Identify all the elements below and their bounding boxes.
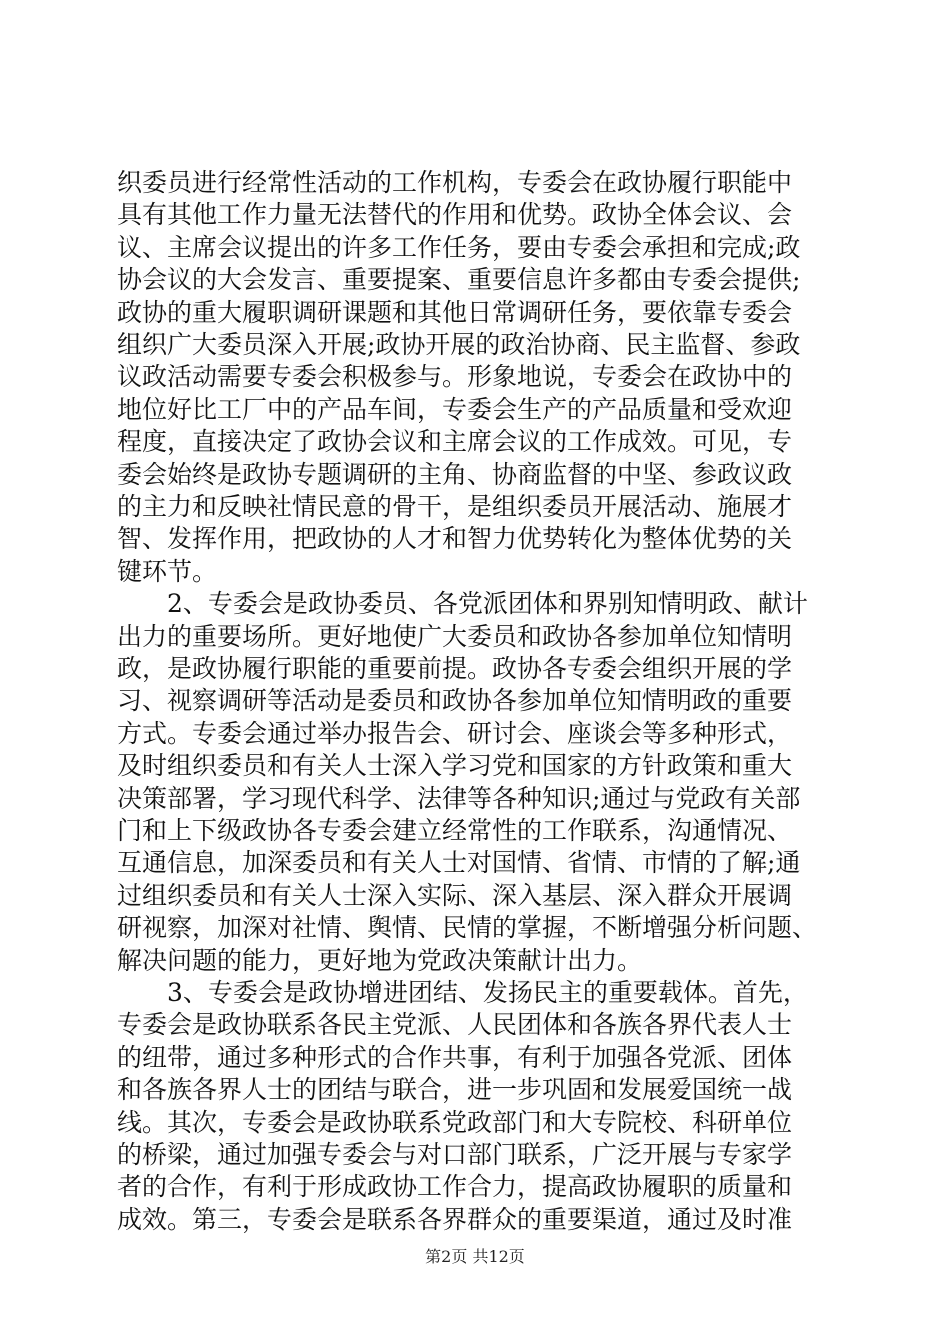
text-line: 2、专委会是政协委员、各党派团体和界别知情明政、献计 xyxy=(117,589,808,619)
text-line: 门和上下级政协各专委会建立经常性的工作联系，沟通情况、 xyxy=(117,816,793,845)
text-line: 组织广大委员深入开展;政协开展的政治协商、民主监督、参政 xyxy=(117,330,801,359)
text-line: 及时组织委员和有关人士深入学习党和国家的方针政策和重大 xyxy=(117,751,793,781)
text-line: 的纽带，通过多种形式的合作共事，有利于加强各党派、团体 xyxy=(117,1042,793,1072)
text-line: 研视察，加深对社情、舆情、民情的掌握，不断增强分析问题、 xyxy=(117,913,818,943)
text-line: 地位好比工厂中的产品车间，专委会生产的产品质量和受欢迎 xyxy=(117,394,793,424)
text-line: 政，是政协履行职能的重要前提。政协各专委会组织开展的学 xyxy=(117,654,793,683)
text-line: 的桥梁，通过加强专委会与对口部门联系，广泛开展与专家学 xyxy=(117,1140,793,1169)
text-line: 协会议的大会发言、重要提案、重要信息许多都由专委会提供; xyxy=(117,265,801,295)
text-line: 键环节。 xyxy=(117,556,218,586)
text-line: 的主力和反映社情民意的骨干，是组织委员开展活动、施展才 xyxy=(117,492,793,521)
text-line: 智、发挥作用，把政协的人才和智力优势转化为整体优势的关 xyxy=(117,524,793,554)
text-line: 委会始终是政协专题调研的主角、协商监督的中坚、参政议政 xyxy=(117,459,793,489)
text-line: 决策部署，学习现代科学、法律等各种知识;通过与党政有关部 xyxy=(117,783,801,813)
text-line: 出力的重要场所。更好地使广大委员和政协各参加单位知情明 xyxy=(117,621,793,651)
text-line: 具有其他工作力量无法替代的作用和优势。政协全体会议、会 xyxy=(117,200,793,230)
text-line: 政协的重大履职调研课题和其他日常调研任务，要依靠专委会 xyxy=(117,297,793,327)
text-line: 程度，直接决定了政协会议和主席会议的工作成效。可见，专 xyxy=(117,427,793,457)
text-line: 者的合作，有利于形成政协工作合力，提高政协履职的质量和 xyxy=(117,1172,793,1202)
text-line: 成效。第三，专委会是联系各界群众的重要渠道，通过及时准 xyxy=(117,1204,793,1234)
text-line: 3、专委会是政协增进团结、发扬民主的重要载体。首先， xyxy=(117,978,808,1007)
text-line: 方式。专委会通过举办报告会、研讨会、座谈会等多种形式， xyxy=(117,718,793,748)
text-line: 解决问题的能力，更好地为党政决策献计出力。 xyxy=(117,945,643,975)
page-footer: 第2页 共12页 xyxy=(425,1247,525,1266)
text-line: 议政活动需要专委会积极参与。形象地说，专委会在政协中的 xyxy=(117,362,793,392)
text-line: 议、主席会议提出的许多工作任务，要由专委会承担和完成;政 xyxy=(117,232,801,262)
text-line: 习、视察调研等活动是委员和政协各参加单位知情明政的重要 xyxy=(117,686,793,716)
text-line: 织委员进行经常性活动的工作机构，专委会在政协履行职能中 xyxy=(117,168,793,197)
text-line: 线。其次，专委会是政协联系党政部门和大专院校、科研单位 xyxy=(117,1107,793,1137)
text-line: 和各族各界人士的团结与联合，进一步巩固和发展爱国统一战 xyxy=(117,1075,793,1105)
text-line: 专委会是政协联系各民主党派、人民团体和各族各界代表人士 xyxy=(117,1010,793,1040)
text-line: 过组织委员和有关人士深入实际、深入基层、深入群众开展调 xyxy=(117,880,793,910)
text-line: 互通信息，加深委员和有关人士对国情、省情、市情的了解;通 xyxy=(117,848,801,878)
